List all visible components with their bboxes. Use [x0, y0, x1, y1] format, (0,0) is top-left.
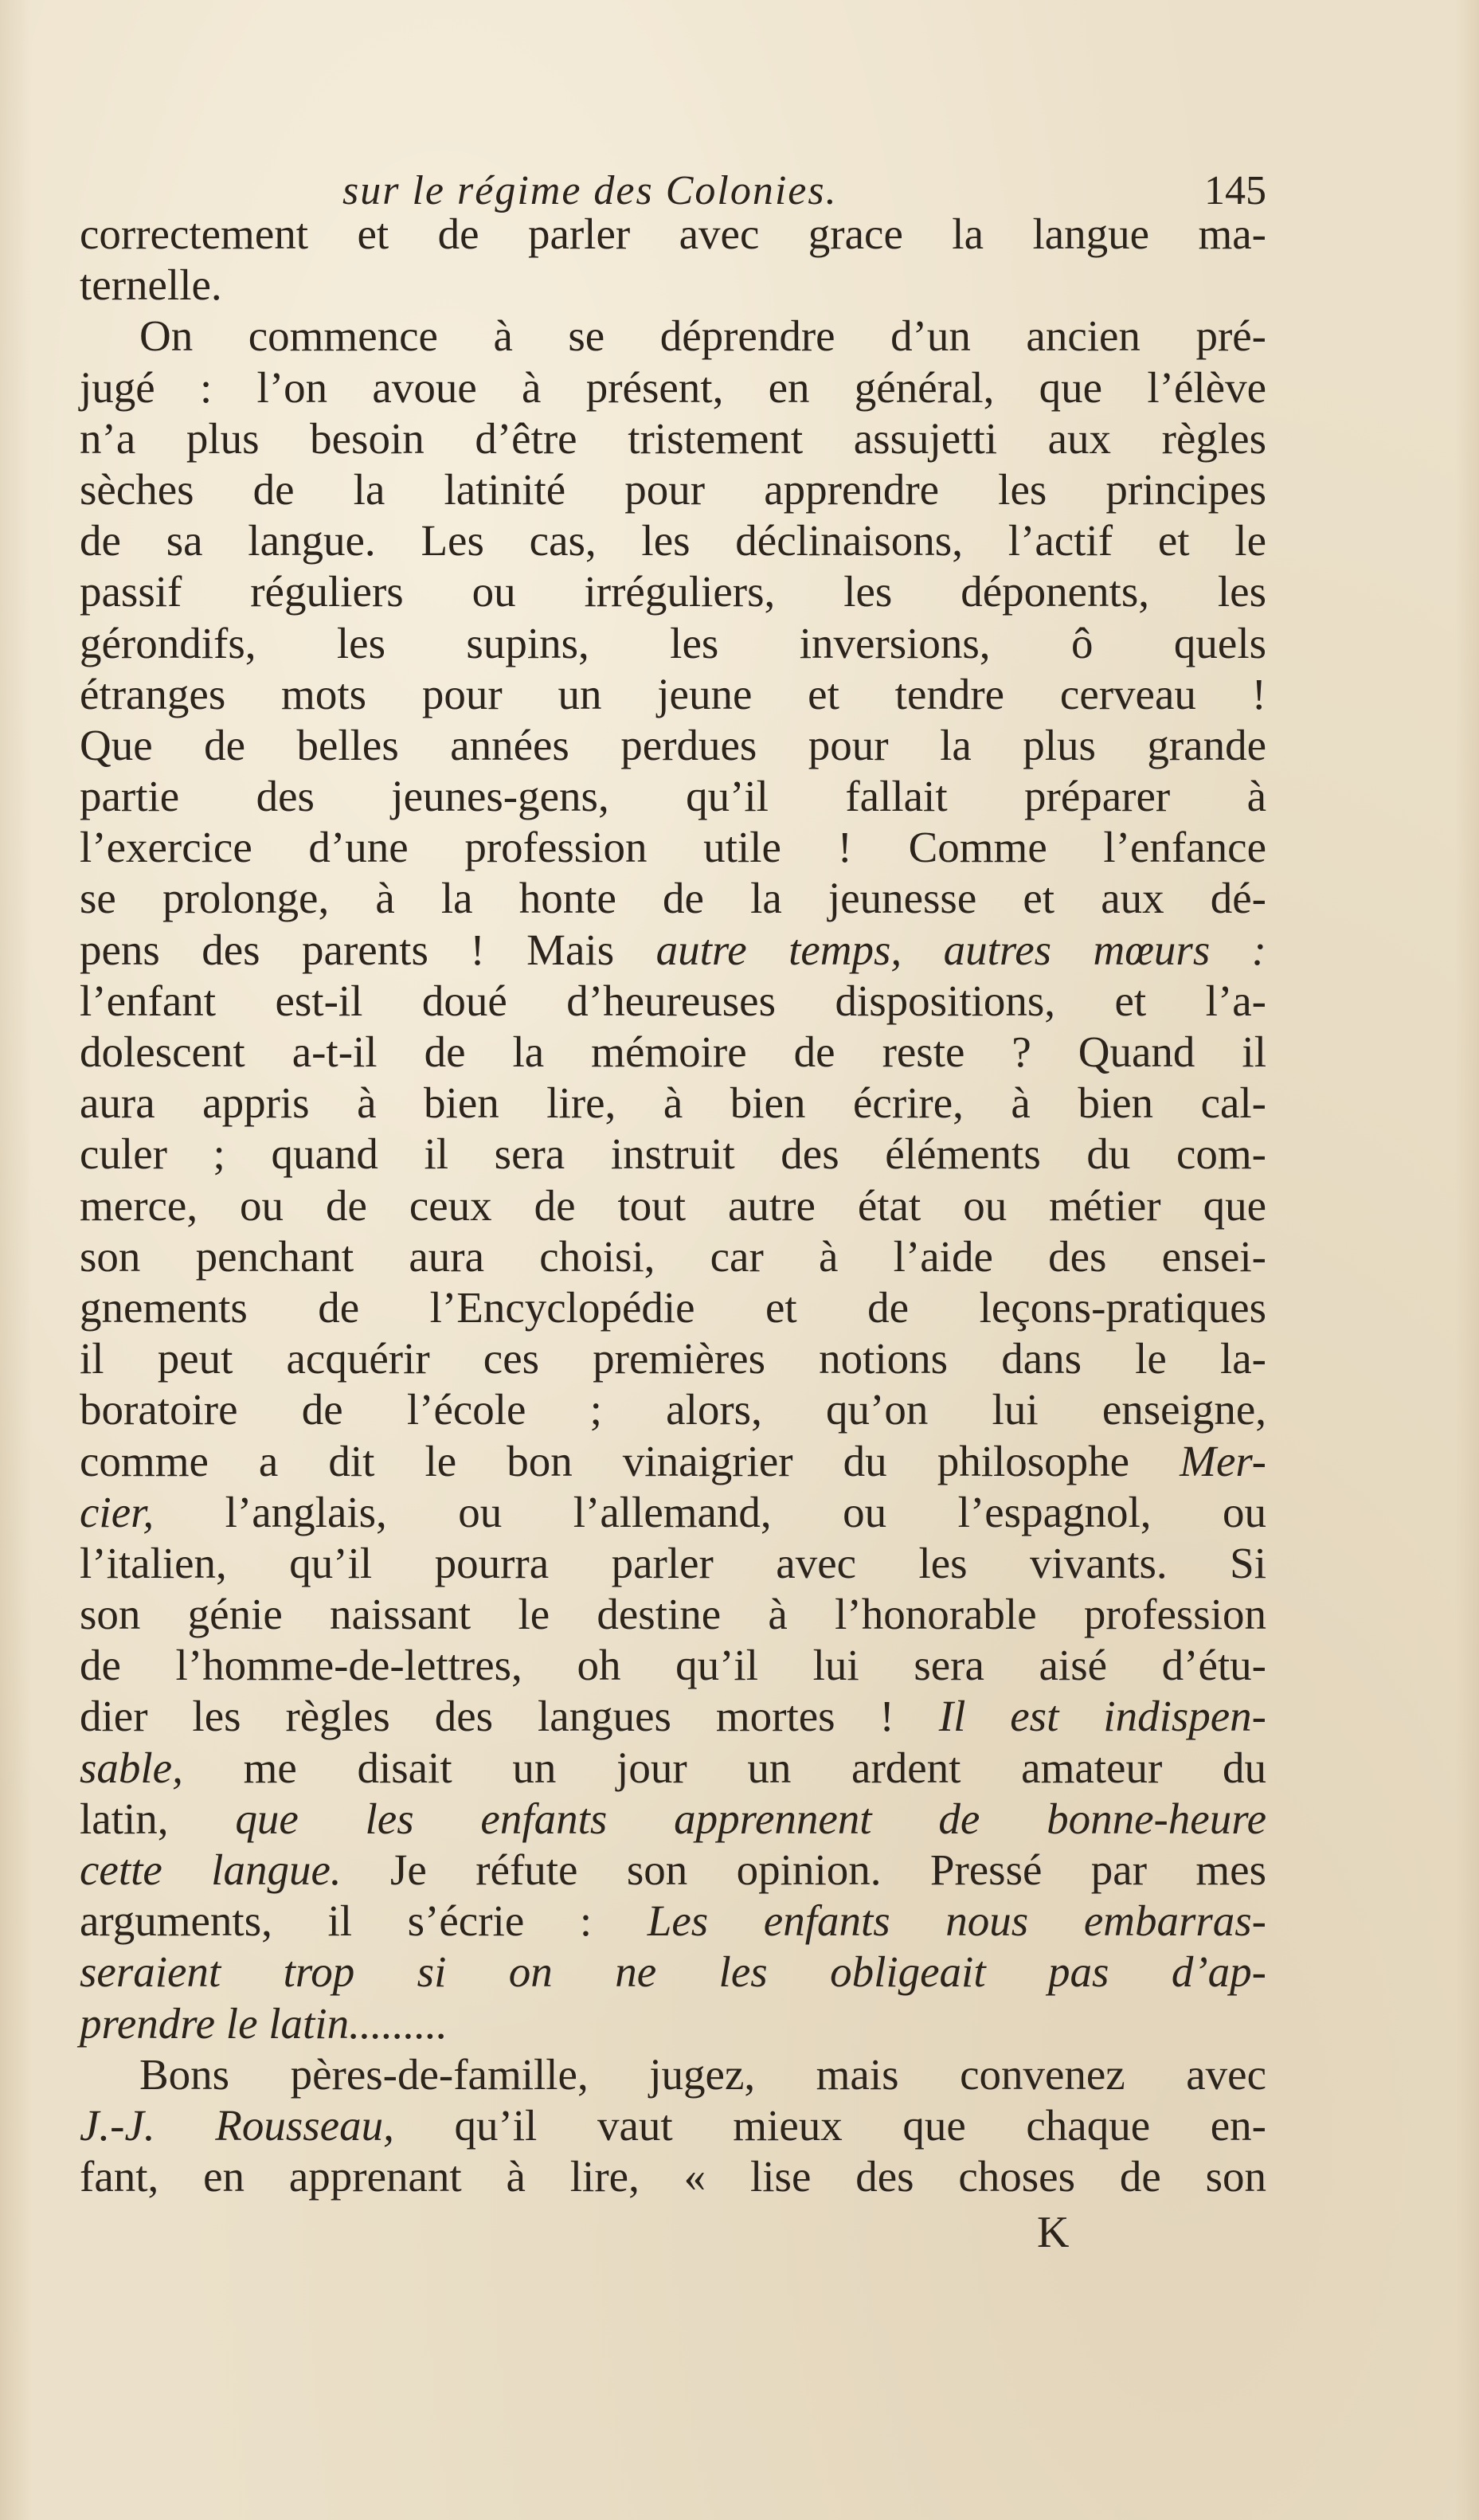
text-line: [80, 515, 1266, 566]
text-run: gnements de l’Encyclopédie et de leçons-pratiques: [80, 1282, 1266, 1332]
text-run: passif réguliers ou irréguliers, les déponents, les: [80, 567, 1266, 616]
italic-phrase: autre temps, autres mœurs :: [655, 925, 1266, 974]
text-run: Je réfute son opinion. Pressé par mes: [341, 1845, 1266, 1894]
text-line: [80, 260, 1266, 311]
italic-phrase: Il est indispen-: [938, 1692, 1266, 1741]
text-line: [80, 1538, 1266, 1589]
text-line: [80, 1333, 1266, 1384]
text-line: [80, 1078, 1266, 1129]
text-run: Bons pères-de-famille, jugez, mais convenez avec: [139, 2049, 1266, 2099]
text-run: culer ; quand il sera instruit des éléments du com-: [80, 1129, 1266, 1179]
text-line: [80, 1282, 1266, 1333]
body-text: [80, 209, 1266, 2202]
text-run: se prolonge, à la honte de la jeunesse et aux dé-: [80, 874, 1266, 923]
text-line: [80, 362, 1266, 413]
running-title: sur le régime des Colonies.: [342, 168, 838, 213]
text-run: comme a dit le bon vinaigrier du philosophe: [80, 1436, 1180, 1485]
text-line: [80, 311, 1266, 362]
text-line: [80, 1487, 1266, 1538]
text-run: l’italien, qu’il pourra parler avec les vivants. Si: [80, 1538, 1266, 1587]
text-line: [80, 1896, 1266, 1947]
text-line: [80, 1589, 1266, 1640]
text-run: de sa langue. Les cas, les déclinaisons, l’actif et le: [80, 516, 1266, 565]
text-run: fant, en apprenant à lire, « lise des choses de son: [80, 2152, 1266, 2201]
text-run: son génie naissant le destine à l’honorable profession: [80, 1590, 1266, 1639]
text-run: jugé : l’on avoue à présent, en général, que l’élève: [80, 362, 1266, 412]
page-number: 145: [1204, 168, 1266, 213]
text-line: [80, 2049, 1266, 2100]
text-line: [80, 1947, 1266, 1998]
text-line: [80, 1384, 1266, 1435]
text-run: qu’il vaut mieux que chaque en-: [393, 2100, 1266, 2150]
text-run: l’anglais, ou l’allemand, ou l’espagnol, ou: [154, 1487, 1266, 1536]
text-run: l’exercice d’une profession utile ! Comme l’enfance: [80, 823, 1266, 872]
text-run: ternelle.: [80, 260, 222, 310]
text-run: gérondifs, les supins, les inversions, ô quels: [80, 618, 1266, 667]
italic-phrase: sable,: [80, 1743, 183, 1792]
text-run: partie des jeunes-gens, qu’il fallait préparer à: [80, 772, 1266, 821]
italic-phrase: Les enfants nous embarras-: [647, 1896, 1266, 1946]
signature-mark: K: [1037, 2208, 1070, 2257]
text-line: [80, 1129, 1266, 1180]
italic-phrase: seraient trop si on ne les obligeait pas d’ap-: [80, 1947, 1266, 1997]
text-run: de l’homme-de-lettres, oh qu’il lui sera aisé d’étu-: [80, 1641, 1266, 1690]
text-line: [80, 1743, 1266, 1794]
text-line: [80, 1794, 1266, 1845]
text-run: aura appris à bien lire, à bien écrire, à bien cal-: [80, 1078, 1266, 1128]
text-run: arguments, il s’écrie :: [80, 1896, 648, 1946]
text-line: [80, 618, 1266, 669]
text-line: [80, 209, 1266, 260]
text-run: correctement et de parler avec grace la langue ma-: [80, 209, 1266, 258]
text-run: n’a plus besoin d’être tristement assujetti aux règles: [80, 413, 1266, 463]
italic-phrase: cier,: [80, 1487, 155, 1536]
text-line: [80, 566, 1266, 617]
text-run: latin,: [80, 1794, 236, 1843]
text-run: On commence à se déprendre d’un ancien pré-: [139, 311, 1266, 361]
text-line: [80, 1845, 1266, 1896]
text-run: boratoire de l’école ; alors, qu’on lui enseigne,: [80, 1385, 1266, 1434]
text-run: me disait un jour un ardent amateur du: [182, 1743, 1266, 1792]
text-run: merce, ou de ceux de tout autre état ou métier que: [80, 1180, 1266, 1230]
italic-phrase: prendre le latin.........: [80, 1998, 448, 2048]
text-run: dolescent a-t-il de la mémoire de reste ? Quand il: [80, 1027, 1266, 1076]
text-line: [80, 873, 1266, 924]
text-run: sèches de la latinité pour apprendre les principes: [80, 464, 1266, 514]
text-run: pens des parents ! Mais: [80, 925, 656, 974]
italic-phrase: Mer-: [1180, 1436, 1266, 1485]
text-line: [80, 925, 1266, 976]
text-run: l’enfant est-il doué d’heureuses dispositions, et l’a-: [80, 976, 1266, 1025]
text-run: étranges mots pour un jeune et tendre cerveau !: [80, 669, 1266, 718]
text-line: [80, 1231, 1266, 1282]
text-line: [80, 2151, 1266, 2202]
text-line: [80, 1027, 1266, 1078]
text-line: [80, 1691, 1266, 1742]
text-line: [80, 1436, 1266, 1487]
text-line: [80, 413, 1266, 464]
text-line: [80, 720, 1266, 771]
text-line: [80, 669, 1266, 720]
italic-phrase: que les enfants apprennent de bonne-heure: [235, 1794, 1266, 1843]
italic-phrase: J.-J. Rousseau,: [80, 2100, 394, 2150]
text-run: il peut acquérir ces premières notions dans le la-: [80, 1334, 1266, 1383]
text-line: [80, 1180, 1266, 1231]
text-line: [80, 1640, 1266, 1691]
text-line: [80, 976, 1266, 1027]
text-line: [80, 822, 1266, 873]
text-run: son penchant aura choisi, car à l’aide des ensei-: [80, 1231, 1266, 1281]
text-run: dier les règles des langues mortes !: [80, 1692, 939, 1741]
text-line: [80, 2100, 1266, 2151]
italic-phrase: cette langue.: [80, 1845, 342, 1894]
text-line: [80, 464, 1266, 515]
text-line: [80, 771, 1266, 822]
text-run: Que de belles années perdues pour la plus grande: [80, 720, 1266, 769]
text-line: [80, 1998, 1266, 2049]
